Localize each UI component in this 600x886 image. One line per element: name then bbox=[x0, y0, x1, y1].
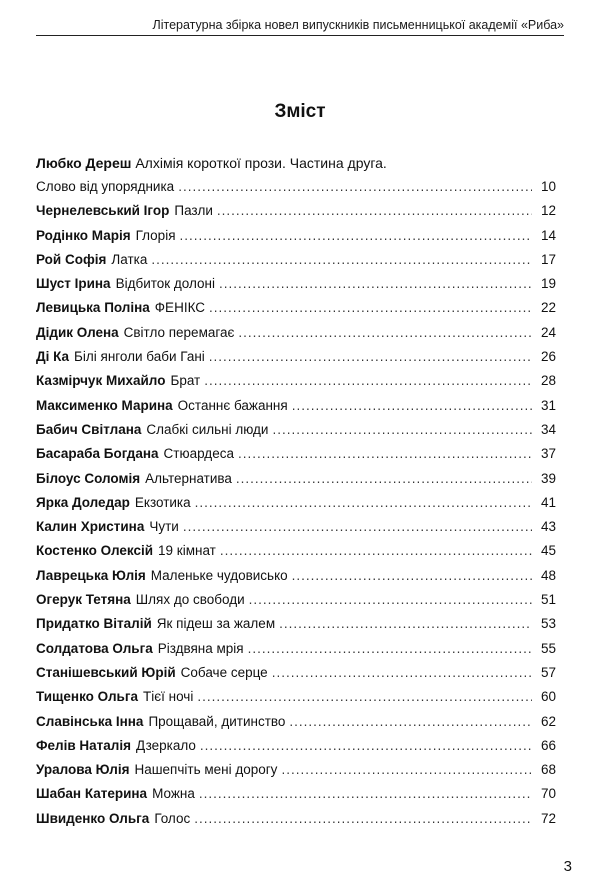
toc-entry bbox=[36, 495, 556, 519]
dot-leader bbox=[249, 592, 532, 607]
toc-entry-title: Останнє бажання bbox=[177, 397, 288, 413]
dot-leader bbox=[178, 179, 532, 194]
toc-entry-page: 28 bbox=[540, 373, 556, 389]
toc-entry bbox=[36, 714, 556, 738]
toc-entry-page: 57 bbox=[540, 664, 556, 680]
toc-entry-page: 43 bbox=[540, 519, 556, 535]
intro-text: Алхімія короткої прози. Частина друга. bbox=[135, 155, 387, 171]
dot-leader bbox=[180, 228, 532, 243]
page-number: 3 bbox=[563, 858, 572, 875]
dot-leader bbox=[195, 495, 532, 510]
toc-entry-title: Маленьке чудовисько bbox=[150, 567, 288, 583]
dot-leader bbox=[248, 641, 532, 656]
toc-entry-author: Шабан Катерина bbox=[36, 786, 148, 802]
dot-leader bbox=[279, 616, 532, 631]
page-title: Зміст bbox=[274, 101, 326, 122]
dot-leader bbox=[272, 422, 532, 437]
toc-entry-title: 19 кімнат bbox=[158, 543, 216, 559]
toc-entry-author: Ді Ка bbox=[36, 349, 70, 365]
toc-entry-author: Максименко Марина bbox=[36, 397, 173, 413]
toc-entry-page: 48 bbox=[540, 567, 556, 583]
toc-entry-author: Чернелевський Ігор bbox=[36, 203, 170, 219]
toc-entry-author: Дідик Олена bbox=[36, 324, 119, 340]
toc-entry bbox=[36, 203, 556, 227]
toc-entry-author: Басараба Богдана bbox=[36, 446, 159, 462]
intro-author: Любко Дереш bbox=[36, 155, 132, 171]
dot-leader bbox=[289, 714, 532, 729]
toc-entry-page: 10 bbox=[540, 179, 556, 194]
toc-entry-author: Швиденко Ольга bbox=[36, 810, 150, 826]
toc-entry bbox=[36, 738, 556, 762]
toc-entry-author: Уралова Юлія bbox=[36, 762, 130, 778]
toc-entry-page: 34 bbox=[540, 421, 556, 437]
toc-entry bbox=[36, 641, 556, 665]
toc-entry bbox=[36, 616, 556, 640]
toc-entry-page: 22 bbox=[540, 300, 556, 316]
toc-entry-title: Альтернатива bbox=[145, 470, 232, 486]
toc-entry-author: Костенко Олексій bbox=[36, 543, 154, 559]
toc-entry-title: Латка bbox=[111, 251, 148, 267]
toc-entry-title: Брат bbox=[170, 373, 201, 389]
toc-entry-author: Родінко Марія bbox=[36, 227, 131, 243]
toc-entry-author: Шуст Ірина bbox=[36, 276, 111, 292]
table-of-contents bbox=[36, 179, 556, 835]
dot-leader bbox=[236, 471, 532, 486]
toc-entry-title: Слабкі сильні люди bbox=[146, 421, 269, 437]
toc-entry bbox=[36, 471, 556, 495]
toc-entry bbox=[36, 228, 556, 252]
dot-leader bbox=[220, 543, 532, 558]
dot-leader bbox=[238, 325, 532, 340]
toc-entry-page: 51 bbox=[540, 592, 556, 608]
toc-entry-author: Солдатова Ольга bbox=[36, 640, 153, 656]
toc-entry-page: 24 bbox=[540, 324, 556, 340]
toc-entry-author: Казмірчук Михайло bbox=[36, 373, 166, 389]
toc-entry bbox=[36, 543, 556, 567]
toc-entry-title: Як підеш за жалем bbox=[156, 616, 276, 632]
toc-entry bbox=[36, 762, 556, 786]
toc-entry-title: Глорія bbox=[135, 227, 176, 243]
dot-leader bbox=[219, 276, 532, 291]
toc-entry-author: Фелів Наталія bbox=[36, 737, 131, 753]
dot-leader bbox=[272, 665, 532, 680]
dot-leader bbox=[194, 811, 532, 826]
toc-entry-title: Слово від упорядника bbox=[36, 179, 175, 194]
dot-leader bbox=[292, 568, 532, 583]
toc-entry bbox=[36, 325, 556, 349]
toc-entry-page: 68 bbox=[540, 762, 556, 778]
dot-leader bbox=[200, 738, 532, 753]
toc-entry-title: Прощавай, дитинство bbox=[148, 713, 286, 729]
toc-entry-title: Можна bbox=[152, 786, 195, 802]
toc-entry-author: Левицька Поліна bbox=[36, 300, 150, 316]
toc-entry-author: Тищенко Ольга bbox=[36, 689, 138, 705]
toc-entry-page: 26 bbox=[540, 349, 556, 365]
toc-entry-page: 19 bbox=[540, 276, 556, 292]
toc-entry-page: 31 bbox=[540, 397, 556, 413]
toc-entry bbox=[36, 179, 556, 203]
toc-entry bbox=[36, 422, 556, 446]
toc-entry bbox=[36, 398, 556, 422]
toc-entry-page: 62 bbox=[540, 713, 556, 729]
toc-entry-author: Ярка Доледар bbox=[36, 494, 130, 510]
toc-entry bbox=[36, 373, 556, 397]
toc-entry bbox=[36, 689, 556, 713]
toc-entry-page: 55 bbox=[540, 640, 556, 656]
dot-leader bbox=[209, 300, 532, 315]
toc-entry-author: Огерук Тетяна bbox=[36, 592, 131, 608]
toc-entry-page: 60 bbox=[540, 689, 556, 705]
toc-entry-page: 12 bbox=[540, 203, 556, 219]
toc-entry-author: Станішевський Юрій bbox=[36, 664, 176, 680]
toc-entry-author: Білоус Соломія bbox=[36, 470, 141, 486]
toc-entry bbox=[36, 446, 556, 470]
toc-entry-author: Лаврецька Юлія bbox=[36, 567, 146, 583]
toc-entry-title: Чути bbox=[149, 519, 179, 535]
toc-entry bbox=[36, 568, 556, 592]
toc-entry bbox=[36, 811, 556, 835]
toc-entry bbox=[36, 300, 556, 324]
dot-leader bbox=[238, 446, 532, 461]
toc-entry-title: Екзотика bbox=[134, 494, 191, 510]
toc-entry-title: Стюардеса bbox=[163, 446, 234, 462]
toc-entry-page: 66 bbox=[540, 737, 556, 753]
toc-entry-page: 53 bbox=[540, 616, 556, 632]
toc-entry-page: 72 bbox=[540, 810, 556, 826]
toc-entry-page: 41 bbox=[540, 494, 556, 510]
toc-entry-page: 39 bbox=[540, 470, 556, 486]
dot-leader bbox=[281, 762, 532, 777]
toc-entry bbox=[36, 349, 556, 373]
toc-entry-title: Нашепчіть мені дорогу bbox=[134, 762, 278, 778]
toc-entry-author: Калин Христина bbox=[36, 519, 145, 535]
dot-leader bbox=[204, 373, 532, 388]
toc-entry-page: 17 bbox=[540, 251, 556, 267]
toc-entry-title: Пазли bbox=[174, 203, 213, 219]
dot-leader bbox=[292, 398, 532, 413]
toc-entry-title: Голос bbox=[154, 810, 191, 826]
toc-entry bbox=[36, 276, 556, 300]
running-header: Літературна збірка новел випускників письменницької академії «Риба» bbox=[36, 18, 564, 36]
toc-entry-title: Відбиток долоні bbox=[115, 276, 216, 292]
toc-entry-author: Рой Софія bbox=[36, 251, 107, 267]
toc-entry-page: 45 bbox=[540, 543, 556, 559]
dot-leader bbox=[199, 786, 532, 801]
toc-entry-title: Тієї ночі bbox=[143, 689, 194, 705]
toc-entry-title: Дзеркало bbox=[136, 737, 196, 753]
dot-leader bbox=[151, 252, 532, 267]
dot-leader bbox=[183, 519, 532, 534]
toc-entry-title: Різдвяна мрія bbox=[157, 640, 244, 656]
toc-entry-author: Славінська Інна bbox=[36, 713, 144, 729]
toc-entry bbox=[36, 252, 556, 276]
toc-entry-title: Шлях до свободи bbox=[135, 592, 245, 608]
toc-entry-page: 70 bbox=[540, 786, 556, 802]
toc-entry bbox=[36, 519, 556, 543]
dot-leader bbox=[209, 349, 532, 364]
toc-entry-author: Придатко Віталій bbox=[36, 616, 152, 632]
dot-leader bbox=[217, 203, 532, 218]
toc-entry-title: Собаче серце bbox=[180, 664, 268, 680]
toc-entry-title: Білі янголи баби Гані bbox=[74, 349, 205, 365]
toc-entry bbox=[36, 665, 556, 689]
intro-line bbox=[36, 155, 387, 171]
dot-leader bbox=[197, 689, 532, 704]
toc-entry-author: Бабич Світлана bbox=[36, 421, 142, 437]
toc-entry bbox=[36, 786, 556, 810]
toc-entry bbox=[36, 592, 556, 616]
toc-entry-page: 14 bbox=[540, 227, 556, 243]
toc-entry-title: ФЕНІКС bbox=[154, 300, 206, 316]
toc-entry-page: 37 bbox=[540, 446, 556, 462]
toc-entry-title: Світло перемагає bbox=[123, 324, 235, 340]
